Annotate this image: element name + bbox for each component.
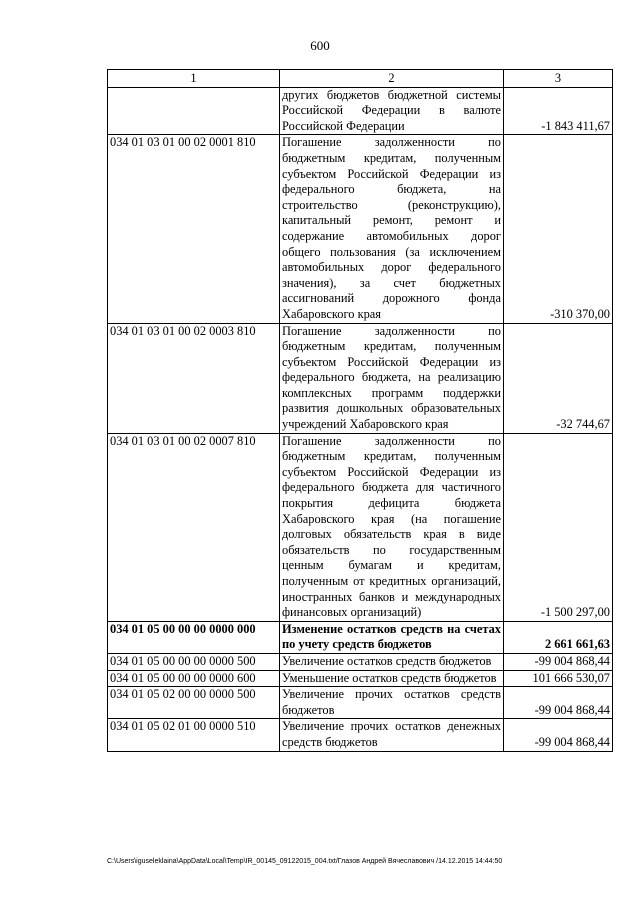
row-sum: -99 004 868,44 <box>504 687 613 719</box>
row-sum: -1 500 297,00 <box>504 433 613 621</box>
table-row-total <box>108 621 613 653</box>
table-row <box>108 87 613 135</box>
row-code: 034 01 03 01 00 02 0003 810 <box>108 323 280 433</box>
row-code: 034 01 05 00 00 00 0000 000 <box>108 621 280 653</box>
row-sum: 101 666 530,07 <box>504 670 613 687</box>
row-name: других бюджетов бюджетной системы Российской Федерации в валюте Российской Федерации <box>280 87 504 135</box>
table-row <box>108 670 613 687</box>
row-sum: -99 004 868,44 <box>504 653 613 670</box>
row-name: Увеличение остатков средств бюджетов <box>280 653 504 670</box>
row-code: 034 01 05 00 00 00 0000 600 <box>108 670 280 687</box>
table-header-row <box>108 70 613 88</box>
column-header-code: 1 <box>108 70 280 88</box>
page-number: 600 <box>310 38 330 53</box>
budget-table <box>107 69 613 752</box>
row-name: Изменение остатков средств на счетах по учету средств бюджетов <box>280 621 504 653</box>
row-code: 034 01 05 00 00 00 0000 500 <box>108 653 280 670</box>
table-row <box>108 135 613 323</box>
row-code <box>108 87 280 135</box>
table-row <box>108 323 613 433</box>
table-row <box>108 719 613 751</box>
row-sum: -99 004 868,44 <box>504 719 613 751</box>
row-code: 034 01 03 01 00 02 0001 810 <box>108 135 280 323</box>
table-row <box>108 653 613 670</box>
column-header-name: 2 <box>280 70 504 88</box>
table-row <box>108 687 613 719</box>
row-code: 034 01 05 02 00 00 0000 500 <box>108 687 280 719</box>
row-name: Увеличение прочих остатков средств бюджетов <box>280 687 504 719</box>
row-name: Погашение задолженности по бюджетным кредитам, полученным субъектом Российской Федерации из федерального бюджета, на реализацию комплексных программ поддержки развития дошкольных образовательных учреждений Хабаровского края <box>280 323 504 433</box>
row-sum: 2 661 661,63 <box>504 621 613 653</box>
file-path-footer: C:\Users\iguseleklaina\AppData\Local\Temp\IR_00145_09122015_004.txt/Глазов Андрей Вячеславович /14.12.2015 14:44:50 <box>107 858 503 865</box>
row-sum: -310 370,00 <box>504 135 613 323</box>
row-name: Увеличение прочих остатков денежных средств бюджетов <box>280 719 504 751</box>
row-name: Погашение задолженности по бюджетным кредитам, полученным субъектом Российской Федерации из федерального бюджета для частичного покрытия дефицита бюджета Хабаровского края (на погашение долговых обязательств края в виде обязательств по государственным ценным бумагам и кредитам, полученным от кредитных организаций, иностранных банков и международных финансовых организаций) <box>280 433 504 621</box>
row-code: 034 01 03 01 00 02 0007 810 <box>108 433 280 621</box>
row-sum: -32 744,67 <box>504 323 613 433</box>
row-name: Погашение задолженности по бюджетным кредитам, полученным субъектом Российской Федерации из федерального бюджета, на строительство (реконструкцию), капитальный ремонт, ремонт и содержание автомобильных дорог общего пользования (за исключением автомобильных дорог федерального значения), за счет бюджетных ассигнований дорожного фонда Хабаровского края <box>280 135 504 323</box>
row-name: Уменьшение остатков средств бюджетов <box>280 670 504 687</box>
table-row <box>108 433 613 621</box>
row-sum: -1 843 411,67 <box>504 87 613 135</box>
column-header-sum: 3 <box>504 70 613 88</box>
row-code: 034 01 05 02 01 00 0000 510 <box>108 719 280 751</box>
